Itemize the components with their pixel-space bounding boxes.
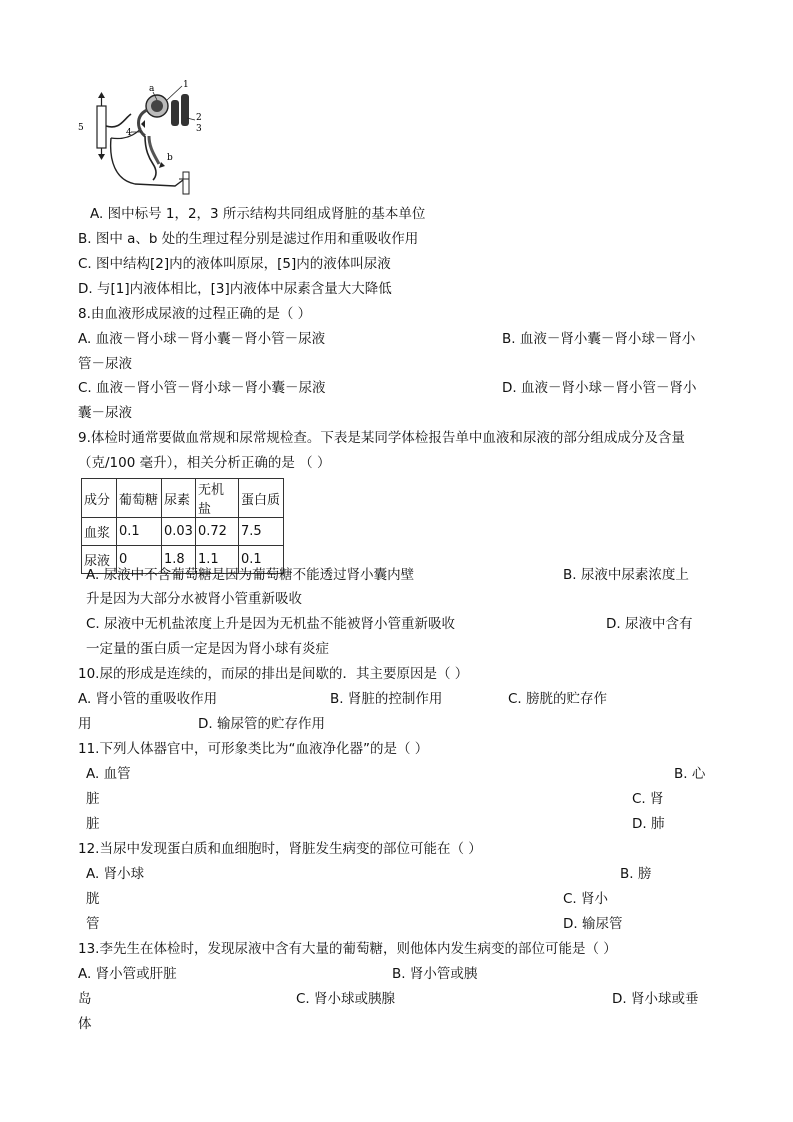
q11-option-b[interactable]: B. 心	[674, 766, 706, 782]
q7-option-d[interactable]: D. 与[1]内液体相比，[3]内液体中尿素含量大大降低	[78, 281, 392, 297]
q13-option-d-cont: 体	[78, 1016, 92, 1032]
q13-stem: 13.李先生在体检时，发现尿液中含有大量的葡萄糖，则他体内发生病变的部位可能是（ ）	[78, 941, 617, 957]
q8-option-b-cont: 管－尿液	[78, 356, 132, 372]
q9-option-b[interactable]: B. 尿液中尿素浓度上	[563, 567, 689, 583]
q10-option-c[interactable]: C. 膀胱的贮存作	[508, 691, 608, 707]
table-row	[82, 518, 284, 546]
q10-stem: 10.尿的形成是连续的，而尿的排出是间歇的．其主要原因是（ ）	[78, 666, 469, 682]
q7-option-b[interactable]: B. 图中 a、b 处的生理过程分别是滤过作用和重吸收作用	[78, 231, 419, 247]
q13-option-b[interactable]: B. 肾小管或胰	[392, 966, 478, 982]
q12-option-c-cont: 管	[86, 916, 100, 932]
q8-option-b[interactable]: B. 血液－肾小囊－肾小球－肾小	[502, 331, 696, 347]
q12-option-c[interactable]: C. 肾小	[563, 891, 609, 907]
q8-option-a[interactable]: A. 血液－肾小球－肾小囊－肾小管－尿液	[78, 331, 326, 347]
q12-option-b-cont: 胱	[86, 891, 100, 907]
table-cell: 7.5	[238, 518, 283, 546]
table-cell: 1.8	[162, 546, 196, 574]
q8-stem: 8.由血液形成尿液的过程正确的是（ ）	[78, 306, 312, 322]
q10-option-a[interactable]: A. 肾小管的重吸收作用	[78, 691, 218, 707]
q7-option-c[interactable]: C. 图中结构[2]内的液体叫原尿，[5]内的液体叫尿液	[78, 256, 391, 272]
table-cell: 0.03	[162, 518, 196, 546]
q9-option-d-cont: 一定量的蛋白质一定是因为肾小球有炎症	[86, 641, 329, 657]
q9-option-c[interactable]: C. 尿液中无机盐浓度上升是因为无机盐不能被肾小管重新吸收	[86, 616, 456, 632]
q10-option-c-cont: 用	[78, 716, 92, 732]
table-cell: 尿液	[82, 546, 117, 574]
q12-option-d[interactable]: D. 输尿管	[563, 916, 623, 932]
table-cell: 血浆	[82, 518, 117, 546]
q10-option-d[interactable]: D. 输尿管的贮存作用	[198, 716, 325, 732]
table-header-cell: 成分	[82, 479, 117, 518]
q11-option-c[interactable]: C. 肾	[632, 791, 664, 807]
figure-label-4: 4	[126, 128, 132, 138]
figure-label-3: 3	[196, 124, 202, 134]
q13-option-b-cont: 岛	[78, 991, 92, 1007]
nephron-diagram	[75, 80, 205, 200]
q9-stem-cont: （克/100 毫升），相关分析正确的是 （ ）	[78, 455, 331, 471]
q8-option-c[interactable]: C. 血液－肾小管－肾小球－肾小囊－尿液	[78, 380, 326, 396]
table-header-cell: 无机盐	[195, 479, 238, 518]
q12-stem: 12.当尿中发现蛋白质和血细胞时，肾脏发生病变的部位可能在（ ）	[78, 841, 482, 857]
q13-option-c[interactable]: C. 肾小球或胰腺	[296, 991, 396, 1007]
q12-option-a[interactable]: A. 肾小球	[86, 866, 145, 882]
q13-option-d[interactable]: D. 肾小球或垂	[612, 991, 699, 1007]
q9-stem: 9.体检时通常要做血常规和尿常规检查。下表是某同学体检报告单中血液和尿液的部分组成成分及含量	[78, 430, 685, 446]
q8-option-d[interactable]: D. 血液－肾小球－肾小管－肾小	[502, 380, 697, 396]
q8-option-d-cont: 囊－尿液	[78, 405, 132, 421]
q11-option-d[interactable]: D. 肺	[632, 816, 665, 832]
composition-table	[81, 478, 284, 574]
q12-option-b[interactable]: B. 膀	[620, 866, 652, 882]
q9-option-a[interactable]: A. 尿液中不含葡萄糖是因为葡萄糖不能透过肾小囊内壁	[86, 567, 415, 583]
q11-stem: 11.下列人体器官中，可形象类比为“血液净化器”的是（ ）	[78, 741, 429, 757]
q13-option-a[interactable]: A. 肾小管或肝脏	[78, 966, 177, 982]
q11-option-b-cont: 脏	[86, 791, 100, 807]
figure-label-2: 2	[196, 113, 202, 123]
table-cell: 0.1	[238, 546, 283, 574]
q11-option-a[interactable]: A. 血管	[86, 766, 131, 782]
q10-option-b[interactable]: B. 肾脏的控制作用	[330, 691, 443, 707]
table-cell: 0.72	[195, 518, 238, 546]
table-header-cell: 尿素	[162, 479, 196, 518]
figure-label-1: 1	[183, 80, 189, 90]
table-header-row	[82, 479, 284, 518]
table-header-cell: 葡萄糖	[117, 479, 162, 518]
table-cell: 0	[117, 546, 162, 574]
figure-label-a: a	[149, 84, 155, 94]
q11-option-c-cont: 脏	[86, 816, 100, 832]
figure-label-5: 5	[78, 123, 84, 133]
table-cell: 0.1	[117, 518, 162, 546]
q9-option-d[interactable]: D. 尿液中含有	[606, 616, 693, 632]
q9-option-b-cont: 升是因为大部分水被肾小管重新吸收	[86, 591, 302, 607]
figure-label-b: b	[167, 153, 173, 163]
table-header-cell: 蛋白质	[238, 479, 283, 518]
q7-option-a[interactable]: A. 图中标号 1，2，3 所示结构共同组成肾脏的基本单位	[90, 206, 426, 222]
table-cell: 1.1	[195, 546, 238, 574]
